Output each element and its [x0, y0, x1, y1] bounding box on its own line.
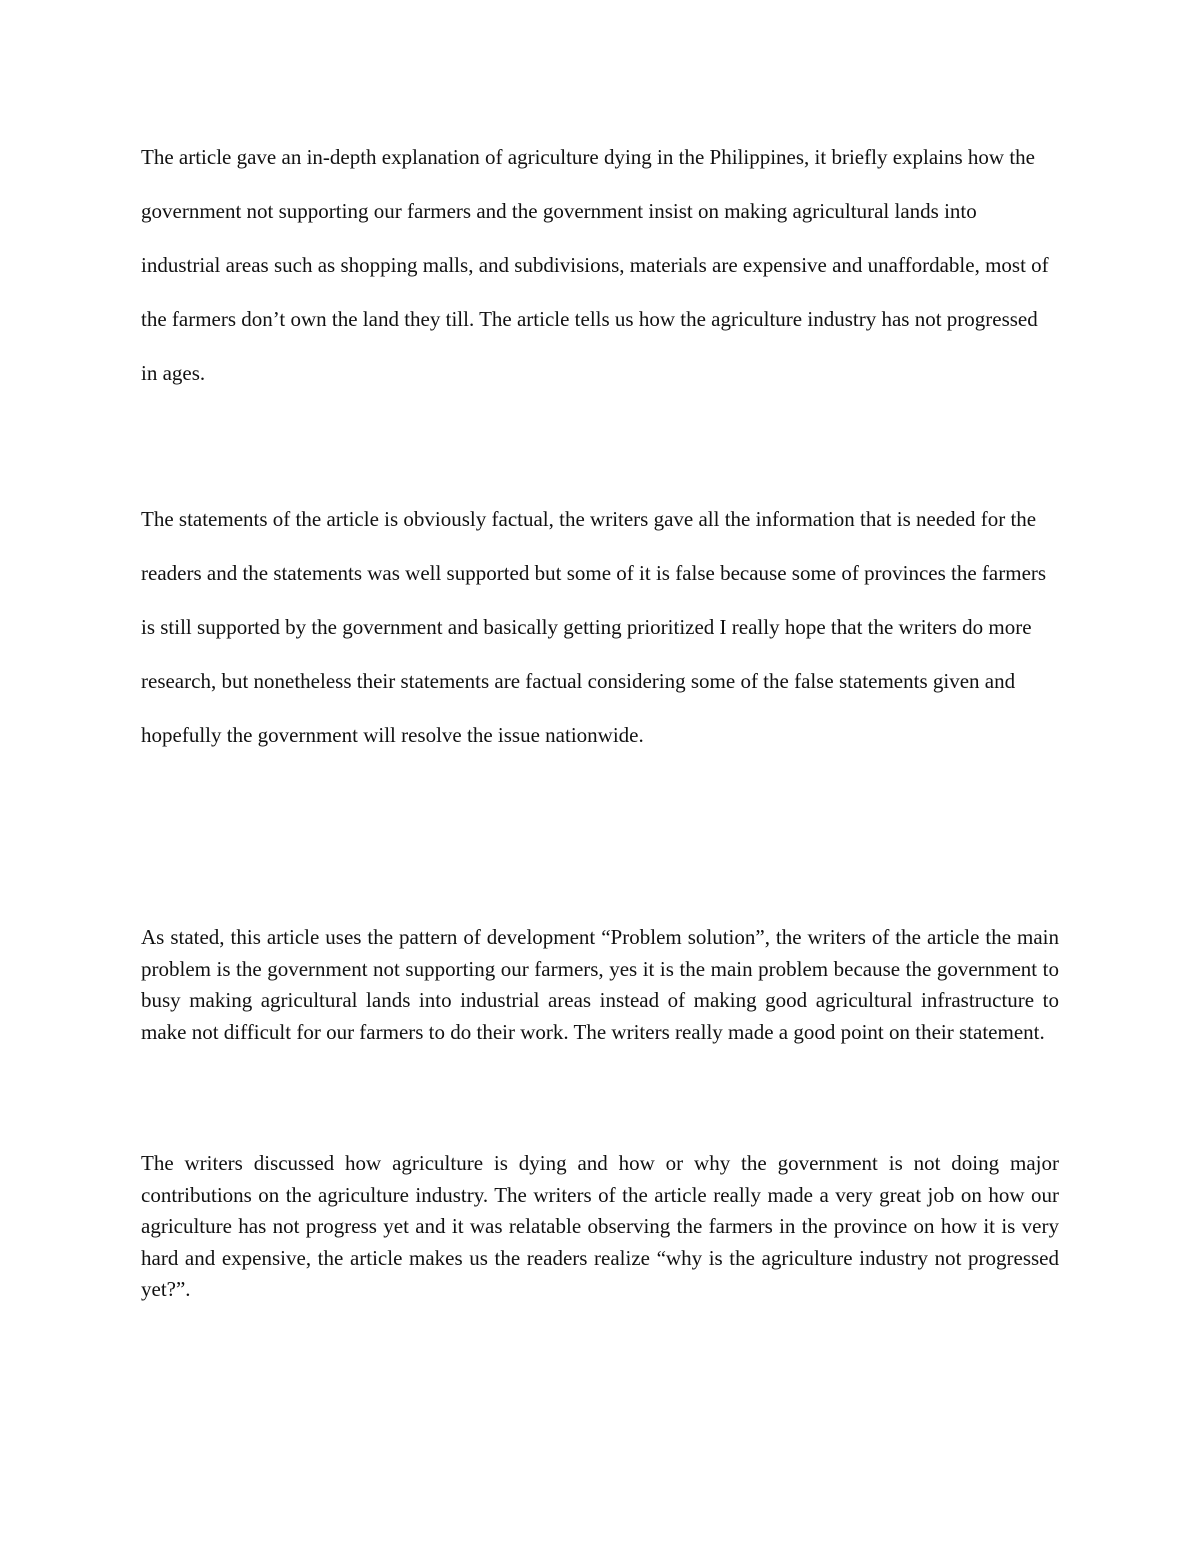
paragraph-writers-discussion: The writers discussed how agriculture is dying and how or why the government is not doing major contributions on the agriculture industry. The writers of the article really made a very great job on how our agriculture has not progress yet and it was relatable observing the farmers in the province on how it is very hard and expensive, the article makes us the readers realize “why is the agriculture industry not progressed yet?”.: [141, 1151, 1059, 1301]
paragraph-factuality-assessment: The statements of the article is obviously factual, the writers gave all the information that is needed for the readers and the statements was well supported but some of it is false because some of provinces the farmers is still supported by the government and basically getting prioritized I really hope that the writers do more research, but nonetheless their statements are factual considering some of the false statements given and hopefully the government will resolve the issue nationwide.: [141, 507, 1047, 747]
paragraph-pattern-of-development: As stated, this article uses the pattern of development “Problem solution”, the writers of the article the main problem is the government not supporting our farmers, yes it is the main problem because the government to busy making agricultural lands into industrial areas instead of making good agricultural infrastructure to make not difficult for our farmers to do their work. The writers really made a good point on their statement.: [141, 925, 1059, 1044]
paragraph-article-summary: The article gave an in-depth explanation of agriculture dying in the Philippines, it briefly explains how the government not supporting our farmers and the government insist on making agricultural lands into industrial areas such as shopping malls, and subdivisions, materials are expensive and unaffordable, most of the farmers don’t own the land they till. The article tells us how the agriculture industry has not progressed in ages.: [141, 145, 1049, 385]
